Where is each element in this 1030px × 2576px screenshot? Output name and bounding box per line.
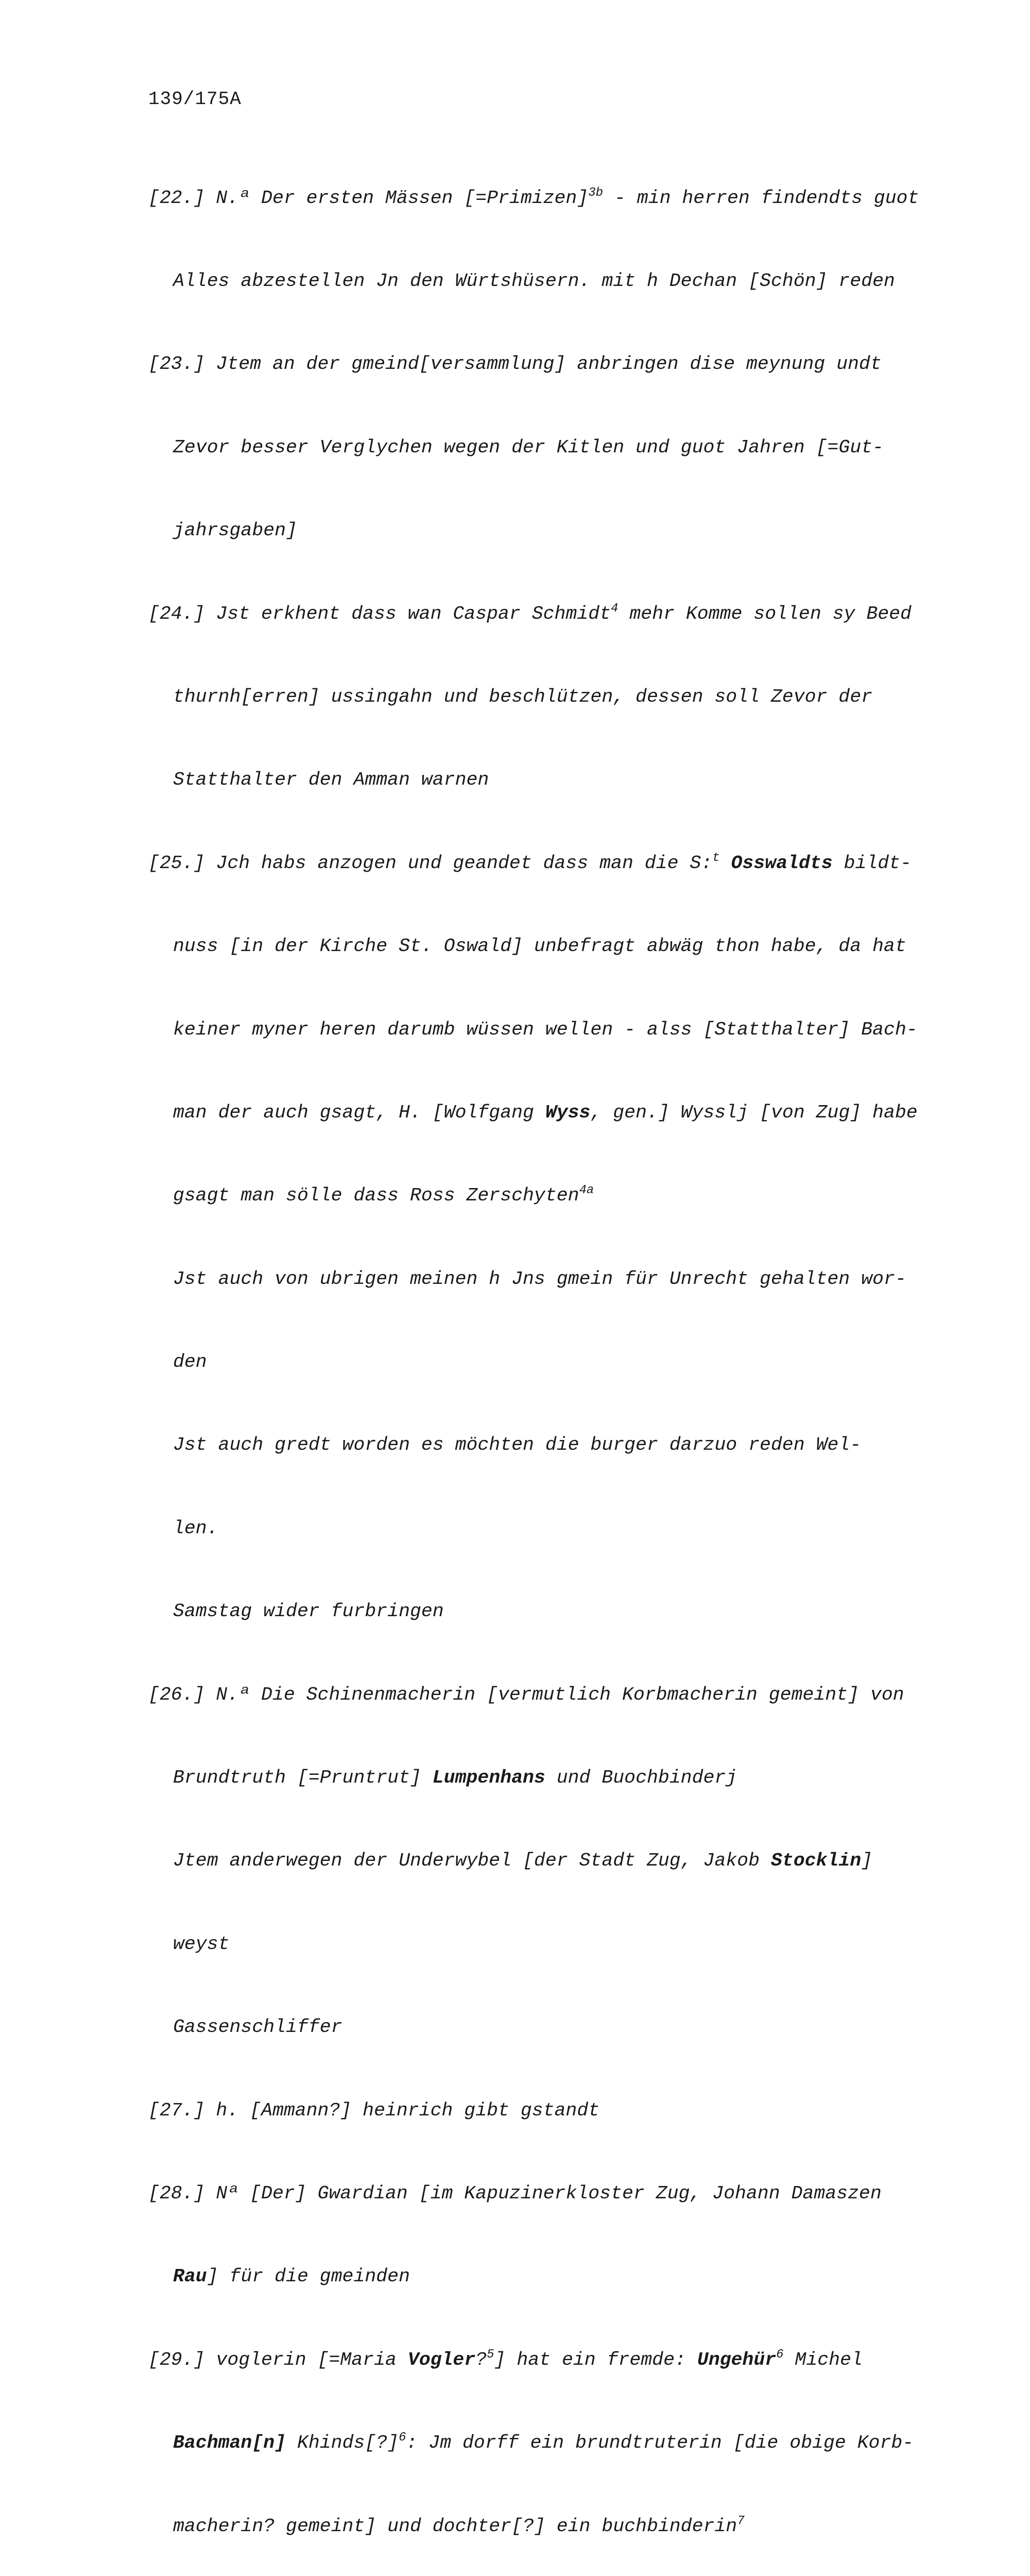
text-line: [29.] voglerin [=Maria Vogler?$^5$] hat ein fremde: Ungehür$^6$ Michel [148,2347,863,2370]
footnote-marker: 4 [611,601,619,616]
text-line: Gassenschliffer [173,2016,342,2038]
text-line: Alles abzestellen Jn den Würtshüsern. mit h Dechan [Schön] reden [173,270,895,292]
footnote-marker: 3b [588,185,604,200]
text-line: Samstag wider furbringen [173,1601,444,1622]
text-line: den [173,1351,207,1373]
text-line: macherin? gemeint] und dochter[?] ein buchbinderin$^7$ [173,2514,745,2537]
footnote-marker: t [712,851,720,865]
text-line: nuss [in der Kirche St. Oswald] unbefragt abwäg thon habe, da hat [173,936,906,957]
footnote-marker: 7 [737,2514,745,2528]
bold-name: Osswaldts [731,852,833,874]
footnote-marker: 6 [776,2347,784,2362]
bold-name: Wyss [545,1101,591,1123]
text-line: [28.] Nª [Der] Gwardian [im Kapuzinerkloster Zug, Johann Damaszen [148,2182,882,2204]
text-line: Zevor besser Verglychen wegen der Kitlen und guot Jahren [=Gut- [173,436,884,458]
bold-name: Ungehür [697,2349,777,2370]
bold-name: Rau [173,2266,207,2287]
bold-name: Lumpenhans [432,1767,545,1789]
text-line: Bachman[n] Khinds[?]$^6$: Jm dorff ein brundtruterin [die obige Korb- [173,2431,914,2454]
text-line: Rau] für die gmeinden [173,2266,410,2287]
text-line: Jst auch gredt worden es möchten die burger darzuo reden Wel- [173,1434,862,1456]
footnote-marker: 5 [487,2347,494,2362]
text-line: keiner myner heren darumb wüssen wellen - alss [Statthalter] Bach- [173,1019,918,1040]
transcription-body [148,129,941,2576]
text-line: man der auch gsagt, H. [Wolfgang Wyss, gen.] Wysslj [von Zug] habe [173,1101,918,1123]
bold-name: Stocklin [770,1850,862,1872]
text-line: gsagt man sölle dass Ross Zerschyten$^{4a}$ [173,1183,594,1207]
text-line: Brundtruth [=Pruntrut] Lumpenhans und Buochbinderj [173,1767,737,1789]
text-line: Statthalter den Amman warnen [173,769,489,791]
bold-name: Bachman[n] [173,2432,286,2454]
text-line: len. [173,1517,218,1539]
footnote-marker: 6 [399,2431,406,2445]
text-line: jahrsgaben] [173,520,297,541]
page-number: 139/175A [148,89,242,110]
text-line: [25.] Jch habs anzogen und geandet dass man die S:$^t$ Osswaldts bildt- [148,851,912,874]
text-line: [22.] N.ª Der ersten Mässen [=Primizen]$^{3b}$ - min herren findendts guot [148,185,919,209]
text-line: [23.] Jtem an der gmeind[versammlung] anbringen dise meynung undt [148,353,882,375]
text-line: thurnh[erren] ussingahn und beschlützen, dessen soll Zevor der [173,686,873,707]
bold-name: Vogler [407,2349,476,2370]
text-line: Jtem anderwegen der Underwybel [der Stadt Zug, Jakob Stocklin] [173,1850,873,1872]
text-line: weyst [173,1933,230,1955]
text-line: [24.] Jst erkhent dass wan Caspar Schmidt$^4$ mehr Komme sollen sy Beed [148,601,912,624]
footnote-marker: 4a [579,1183,594,1198]
text-line: Jst auch von ubrigen meinen h Jns gmein für Unrecht gehalten wor- [173,1268,906,1290]
text-line: [27.] h. [Ammann?] heinrich gibt gstandt [148,2099,600,2121]
text-line: [26.] N.ª Die Schinenmacherin [vermutlich Korbmacherin gemeint] von [148,1684,904,1705]
